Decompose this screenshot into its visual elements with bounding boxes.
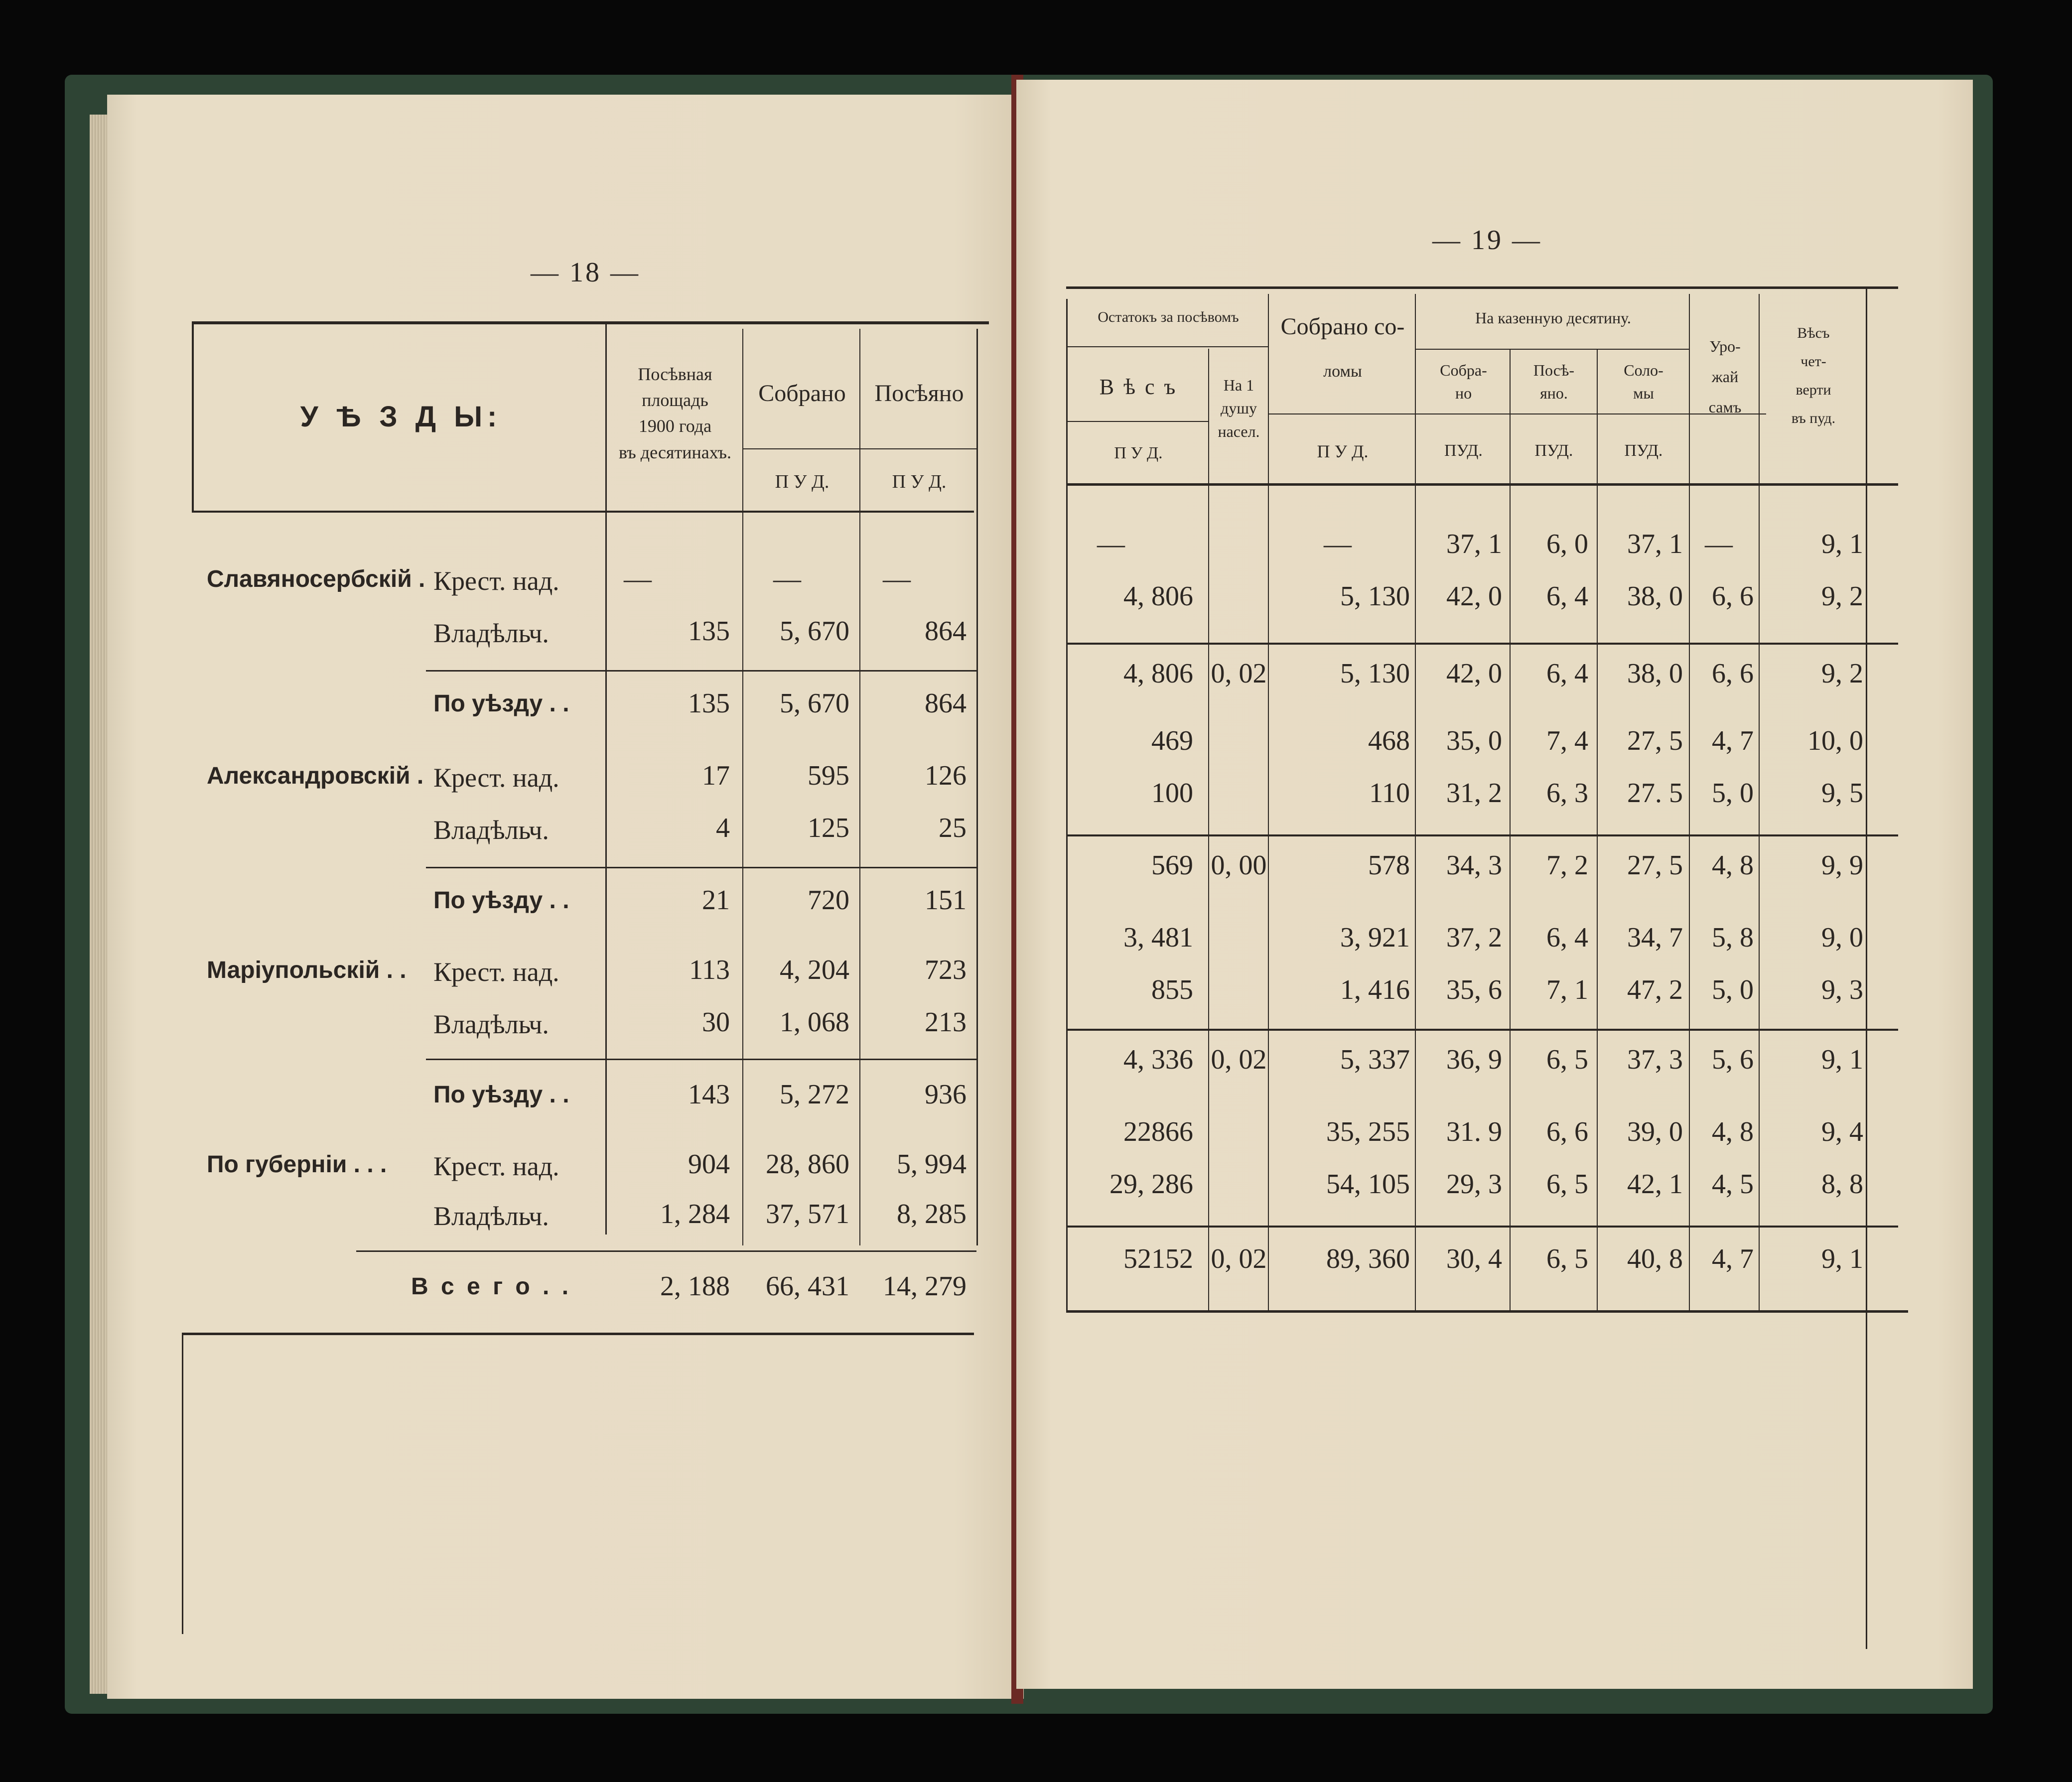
sown-header: Посѣяно (874, 380, 964, 407)
cell-collected: — (773, 563, 801, 594)
total-sown: 151 (925, 885, 967, 916)
cell-sown: 213 (925, 1007, 967, 1038)
cell-sown: 8, 285 (897, 1199, 967, 1230)
cell-area: 30 (702, 1007, 730, 1038)
row-kind: Владѣльч. (433, 1009, 549, 1039)
row-kind: Крест. над. (433, 957, 559, 987)
cell-area: — (624, 563, 652, 594)
cell-area: 904 (688, 1149, 730, 1180)
cell-sown: 723 (925, 955, 967, 985)
total-sown: 864 (925, 688, 967, 719)
cell-collected: 28, 860 (766, 1149, 849, 1180)
total-collected: 720 (808, 885, 849, 916)
district-total-label: По уѣзду . . (433, 887, 569, 914)
straw-header: Собрано со- ломы (1280, 313, 1405, 381)
cell-collected: 125 (808, 813, 849, 843)
unit-weight: П У Д. (1114, 444, 1163, 462)
weight-header: В ѣ с ъ (1099, 375, 1178, 399)
page-number: — 18 — (531, 257, 640, 288)
unit-straw: П У Д. (1317, 441, 1369, 461)
cell-area: 4 (716, 813, 730, 843)
unit-pud: ПУД. (1444, 441, 1483, 460)
cell-area: 1, 284 (660, 1199, 730, 1230)
table-bottom-rule (182, 1333, 974, 1335)
table-bottom-rule (1066, 1310, 1908, 1313)
total-area: 21 (702, 885, 730, 916)
row-kind: Крест. над. (433, 566, 559, 596)
row-kind: Крест. над. (433, 763, 559, 793)
page-number: — 19 — (1432, 225, 1542, 256)
unit-collected: П У Д. (775, 471, 829, 492)
total-sown: 936 (925, 1079, 967, 1110)
cell-collected: 4, 204 (780, 955, 849, 985)
district-name: По губерніи . . . (207, 1151, 387, 1178)
sown-area-header: Посѣвная площадь 1900 года въ десятинахъ. (619, 364, 731, 462)
cell-area: 113 (689, 955, 730, 985)
row-kind: Владѣльч. (433, 815, 549, 845)
yield-header: Уро- жай самъ (1708, 337, 1742, 416)
cell-sown: 126 (925, 760, 967, 791)
cell-area: 135 (688, 616, 730, 647)
total-collected: 5, 670 (780, 688, 849, 719)
remainder-header: Остатокъ за посѣвомъ (1098, 309, 1239, 325)
collected-header: Собрано (758, 380, 846, 407)
unit-sown: П У Д. (892, 471, 947, 492)
row-kind: Владѣльч. (433, 618, 549, 648)
grand-total-label: В с е г о . . (411, 1273, 572, 1300)
table-top-rule (192, 321, 989, 324)
cell-collected: 1, 068 (780, 1007, 849, 1038)
cell-sown: 864 (925, 616, 967, 647)
grand-total-sown: 14, 279 (883, 1271, 967, 1302)
district-name: Славяносербскій . (207, 566, 425, 592)
quarter-weight-header: Вѣсъ чет- верти въ пуд. (1791, 325, 1836, 426)
district-total-label: По уѣзду . . (433, 690, 569, 717)
right-page: — 19 — Остатокъ за посѣвомъ В ѣ с ъ На 1 душу насел. Собрано со- ломы На казенную десятину. Собра- но Посѣ- яно. Соло- мы Уро- жай самъ Вѣсъ чет- верти въ пуд. П У Д. П У Д. ПУД. ПУД. ПУД. — — 37, 1 6, 0 37, 1 — 9, 1 4, 806 5, 130 42, 0 6, 4 38, 0 6, 6 9, 2 4, 806 0, 02 5, 130 42, 0 6, 4 38, 0 6, 6 9, 2 469 468 35, 0 7, 4 27, 5 4, 7 10, 0 100 110 31, 2 6, 3 27. 5 5, 0 9, 5 569 0, 00 578 34, 3 7, 2 27, 5 4, 8 9, 9 3, 481 3, 921 37, 2 6, 4 34, 7 5, 8 9, 0 855 1, 416 35, 6 7, 1 47, 2 5, 0 9, 3 4, 336 0, 02 5, 337 36, 9 6, 5 37, 3 5, 6 9, 1 22866 35, 255 31. 9 6, 6 39, 0 4, 8 9, 4 29, 286 54, 105 29, 3 6, 5 42, 1 4, 5 8, 8 52152 0, 02 89, 360 30, 4 6, 5 40, 8 4, 7 9, 1 (1016, 80, 1973, 1689)
header-rule (192, 511, 974, 513)
cell-area: 17 (702, 760, 730, 791)
cell-collected: 595 (808, 760, 849, 791)
unit-pud: ПУД. (1624, 441, 1663, 460)
unit-pud: ПУД. (1534, 441, 1573, 460)
district-name: Маріупольскій . . (207, 957, 407, 983)
header-rule (1066, 483, 1898, 486)
straw-pd-header: Соло- мы (1624, 361, 1663, 403)
per-desyatina-header: На казенную десятину. (1475, 309, 1631, 327)
cell-collected: 5, 670 (780, 616, 849, 647)
total-collected: 5, 272 (780, 1079, 849, 1110)
left-page (107, 95, 1024, 1699)
sown-pd-header: Посѣ- яно. (1533, 361, 1575, 403)
grand-total-area: 2, 188 (660, 1271, 730, 1302)
collected-pd-header: Собра- но (1440, 361, 1487, 403)
grand-total-collected: 66, 431 (766, 1271, 849, 1302)
table-top-rule (1066, 286, 1898, 289)
total-area: 135 (688, 688, 730, 719)
cell-sown: — (883, 563, 911, 594)
cell-sown: 5, 994 (897, 1149, 967, 1180)
total-area: 143 (688, 1079, 730, 1110)
district-header: У Ѣ З Д Ы: (300, 401, 502, 433)
row-kind: Крест. над. (433, 1151, 559, 1181)
page-edges (90, 115, 110, 1694)
cell-sown: 25 (939, 813, 967, 843)
row-kind: Владѣльч. (433, 1201, 549, 1231)
per-soul-header: На 1 душу насел. (1218, 376, 1260, 440)
cell-collected: 37, 571 (766, 1199, 849, 1230)
district-total-label: По уѣзду . . (433, 1082, 569, 1108)
district-name: Александровскій . (207, 763, 424, 789)
